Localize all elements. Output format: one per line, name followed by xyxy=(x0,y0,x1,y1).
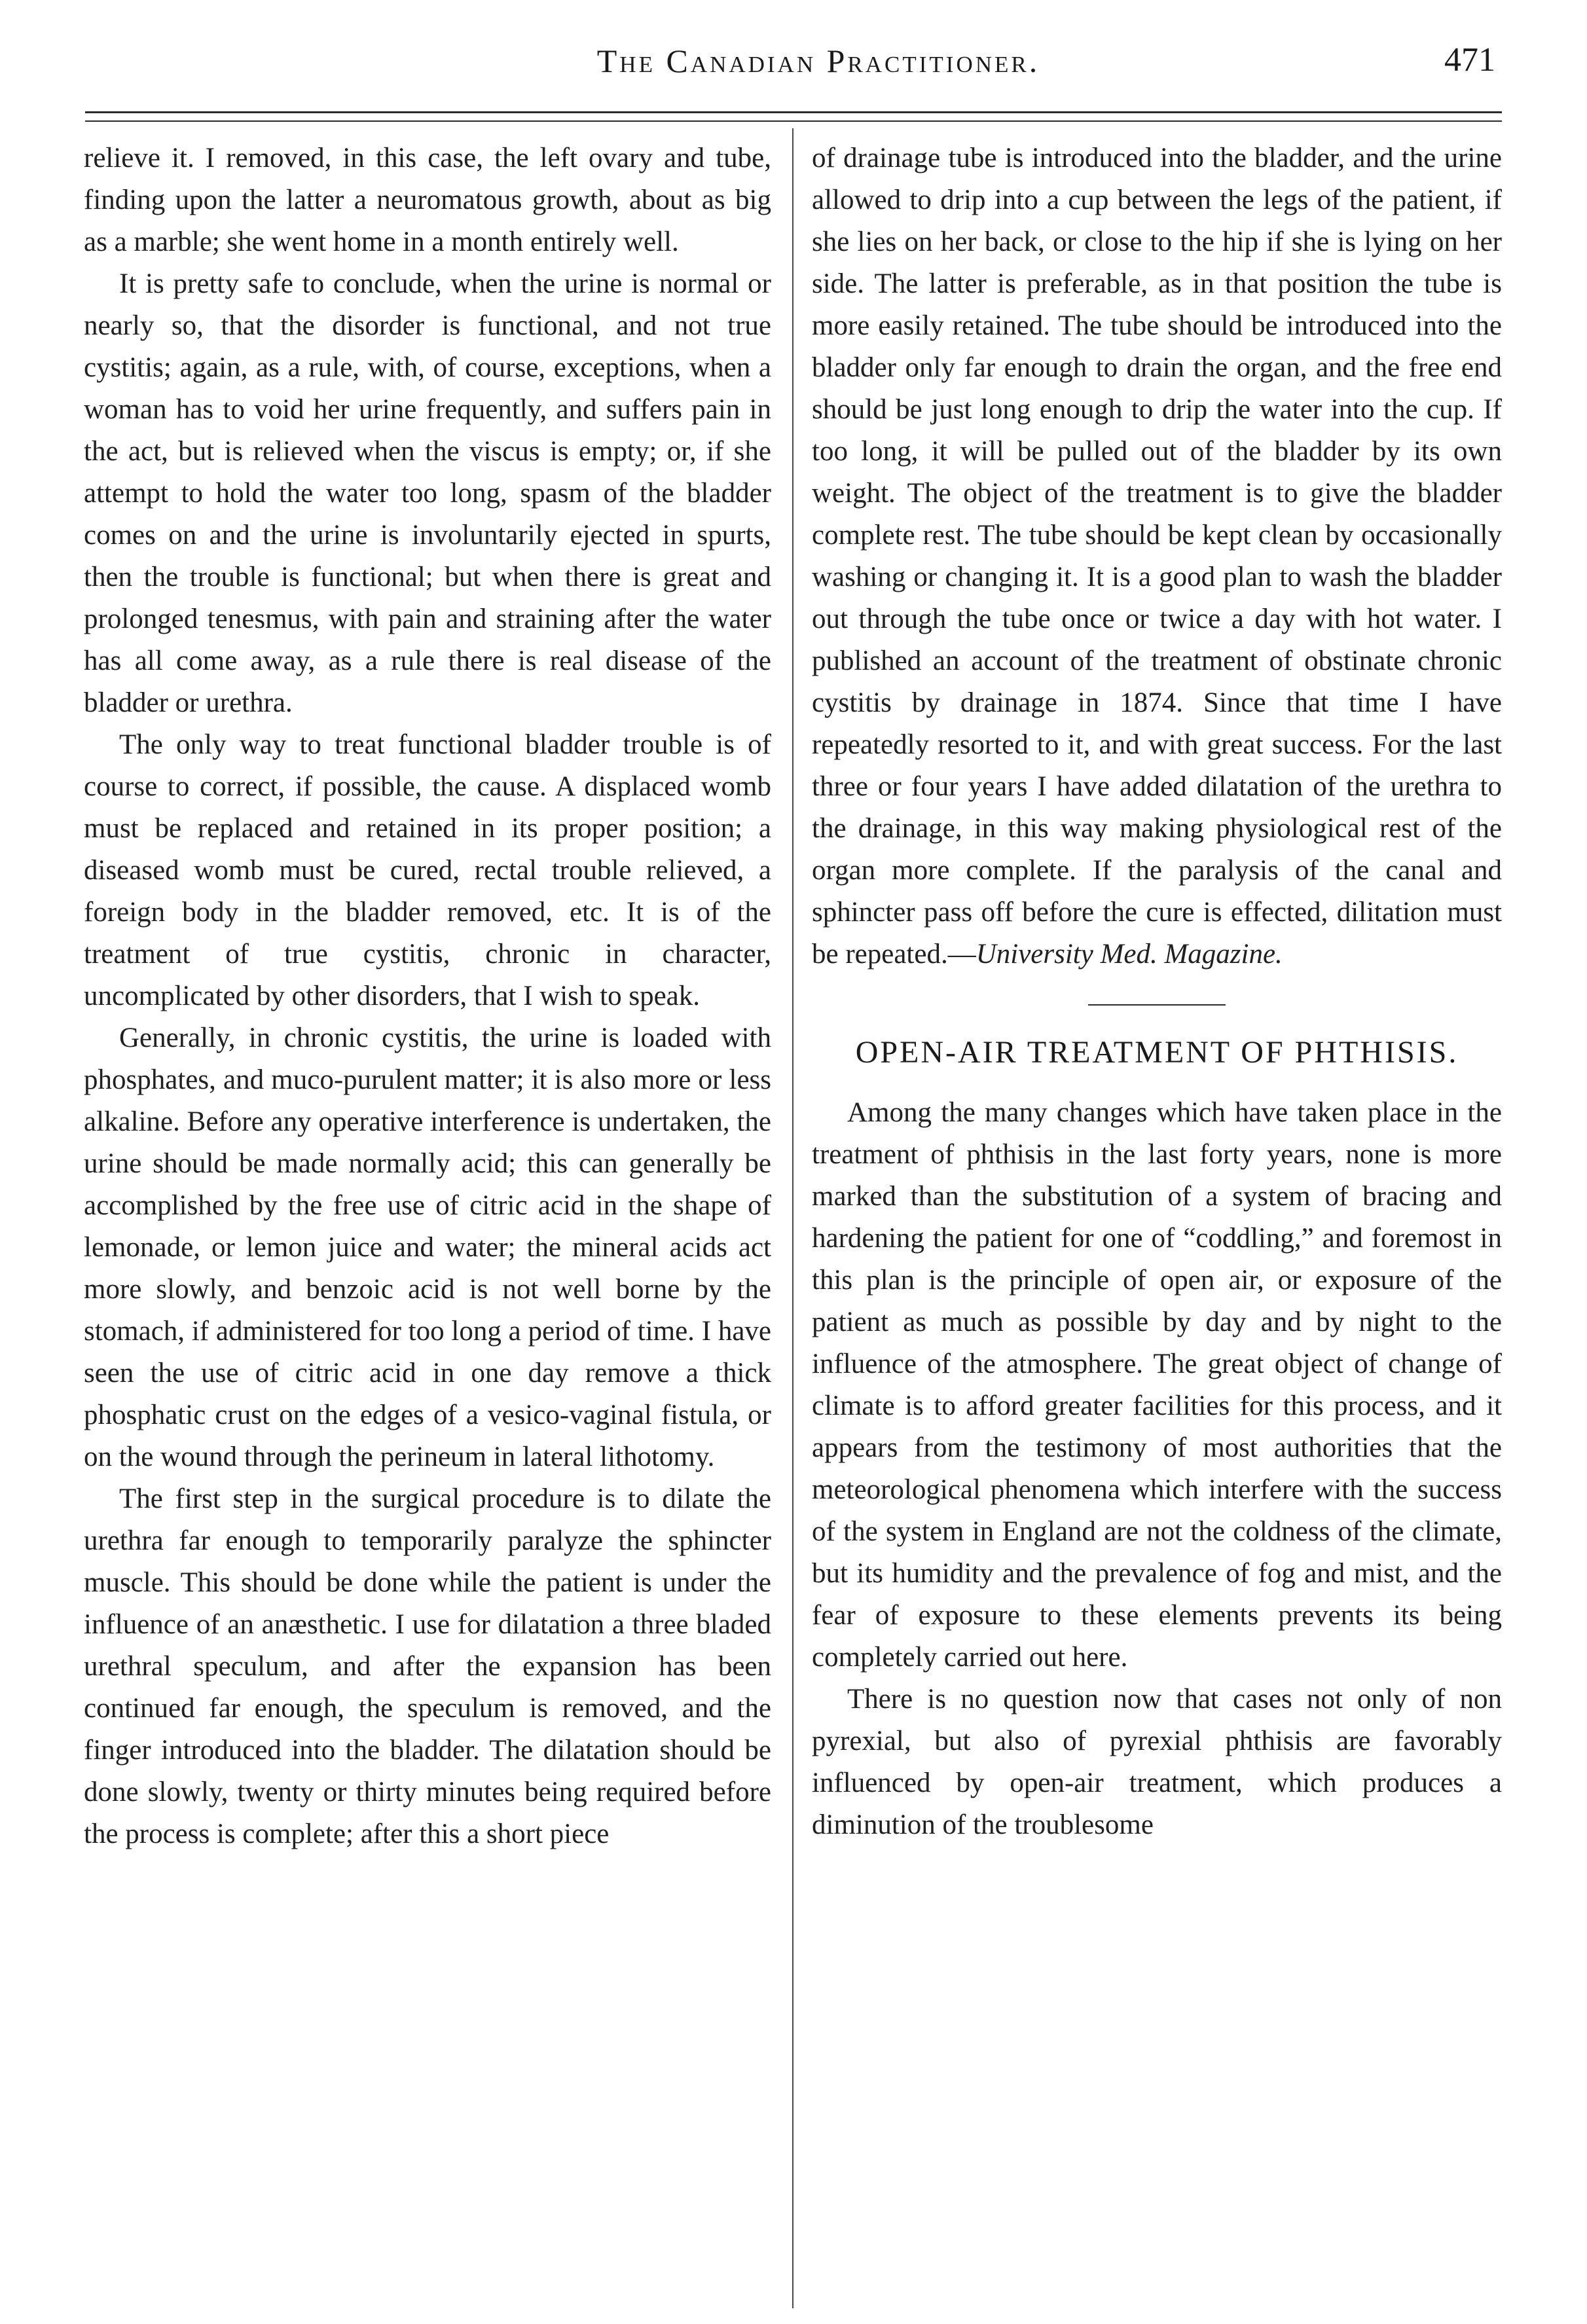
paragraph: The only way to treat functional bladder trouble is of course to correct, if possible, the cause. A displaced womb must be replaced and retained in its proper position; a diseased womb must be cured, rectal trouble relieved, a foreign body in the bladder removed, etc. It is of the treatment of true cystitis, chronic in character, uncomplicated by other disorders, that I wish to speak. xyxy=(84,729,771,1011)
paragraph: Generally, in chronic cystitis, the urine is loaded with phosphates, and muco-purulent matter; it is also more or less alkaline. Before any operative interference is undertaken, the urine should be made normally acid; this can generally be accomplished by the free use of citric acid in the shape of lemonade, or lemon juice and water; the mineral acids act more slowly, and benzoic acid is not well borne by the stomach, if administered for too long a period of time. I have seen the use of citric acid in one day remove a thick phosphatic crust on the edges of a vesico-vaginal fistula, or on the wound through the perineum in lateral lithotomy. xyxy=(84,1023,771,1472)
paragraph-text: of drainage tube is introduced into the bladder, and the urine allowed to drip into a cup between the legs of the patient, if she lies on her back, or close to the hip if she is lying on her side. The latter is preferable, as in that position the tube is more easily retained. The tube should be introduced into the bladder only far enough to drain the organ, and the free end should be just long enough to drip the water into the cup. If too long, it will be pulled out of the bladder by its own weight. The object of the treatment is to give the bladder complete rest. The tube should be kept clean by occasionally washing or changing it. It is a good plan to wash the bladder out through the tube once or twice a day with hot water. I published an account of the treatment of obstinate chronic cystitis by drainage in 1874. Since that time I have repeatedly resorted to it, and with great success. For the last three or four years I have added dilatation of the urethra to the drainage, in this way making physiological rest of the organ more complete. If the paralysis of the canal and sphincter pass off before the cure is effected, dilitation must be repeated.— xyxy=(812,143,1502,970)
paragraph: Among the many changes which have taken place in the treatment of phthisis in the last forty years, none is more marked than the substitution of a system of bracing and hardening the patient for one of “coddling,” and foremost in this plan is the principle of open air, or exposure of the patient as much as possible by day and by night to the influence of the atmosphere. The great object of change of climate is to afford greater facilities for this process, and it appears from the testimony of most authorities that the meteorological phenomena which interfere with the success of the system in England are not the coldness of the climate, but its humidity and the prevalence of fog and mist, and the fear of exposure to these elements prevents its being completely carried out here. xyxy=(812,1097,1502,1673)
header-rule-bottom xyxy=(85,120,1502,122)
paragraph xyxy=(812,137,1502,975)
section-divider xyxy=(1088,1004,1226,1006)
paragraph: It is pretty safe to conclude, when the urine is normal or nearly so, that the disorder is functional, and not true cystitis; again, as a rule, with, of course, exceptions, when a woman has to void her urine frequently, and suffers pain in the act, but is relieved when the viscus is empty; or, if she attempt to hold the water too long, spasm of the bladder comes on and the urine is involuntarily ejected in spurts, then the trouble is functional; but when there is great and prolonged tenesmus, with pain and straining after the water has all come away, as a rule there is real disease of the bladder or urethra. xyxy=(84,268,771,718)
header-rule-top xyxy=(85,111,1502,113)
paragraph: The first step in the surgical procedure is to dilate the urethra far enough to temporarily paralyze the sphincter muscle. This should be done while the patient is under the influence of an anæsthetic. I use for dilatation a three bladed urethral speculum, and after the expansion has been continued far enough, the speculum is removed, and the finger introduced into the bladder. The dilatation should be done slowly, twenty or thirty minutes being required before the process is complete; after this a short piece xyxy=(84,1483,771,1849)
paragraph: relieve it. I removed, in this case, the left ovary and tube, finding upon the latter a neuromatous growth, about as big as a marble; she went home in a month entirely well. xyxy=(84,143,771,257)
page-number: 471 xyxy=(1444,41,1495,79)
left-column xyxy=(84,137,771,1855)
article-heading: OPEN-AIR TREATMENT OF PHTHISIS. xyxy=(855,1035,1459,1070)
paragraph: There is no question now that cases not only of non pyrexial, but also of pyrexial phthisis are favorably influenced by open-air treatment, which produces a diminution of the troublesome xyxy=(812,1684,1502,1840)
source-citation: University Med. Magazine. xyxy=(976,939,1283,970)
column-divider xyxy=(792,128,794,2308)
right-column xyxy=(812,137,1502,1846)
running-title: The Canadian Practitioner. xyxy=(596,43,1040,79)
